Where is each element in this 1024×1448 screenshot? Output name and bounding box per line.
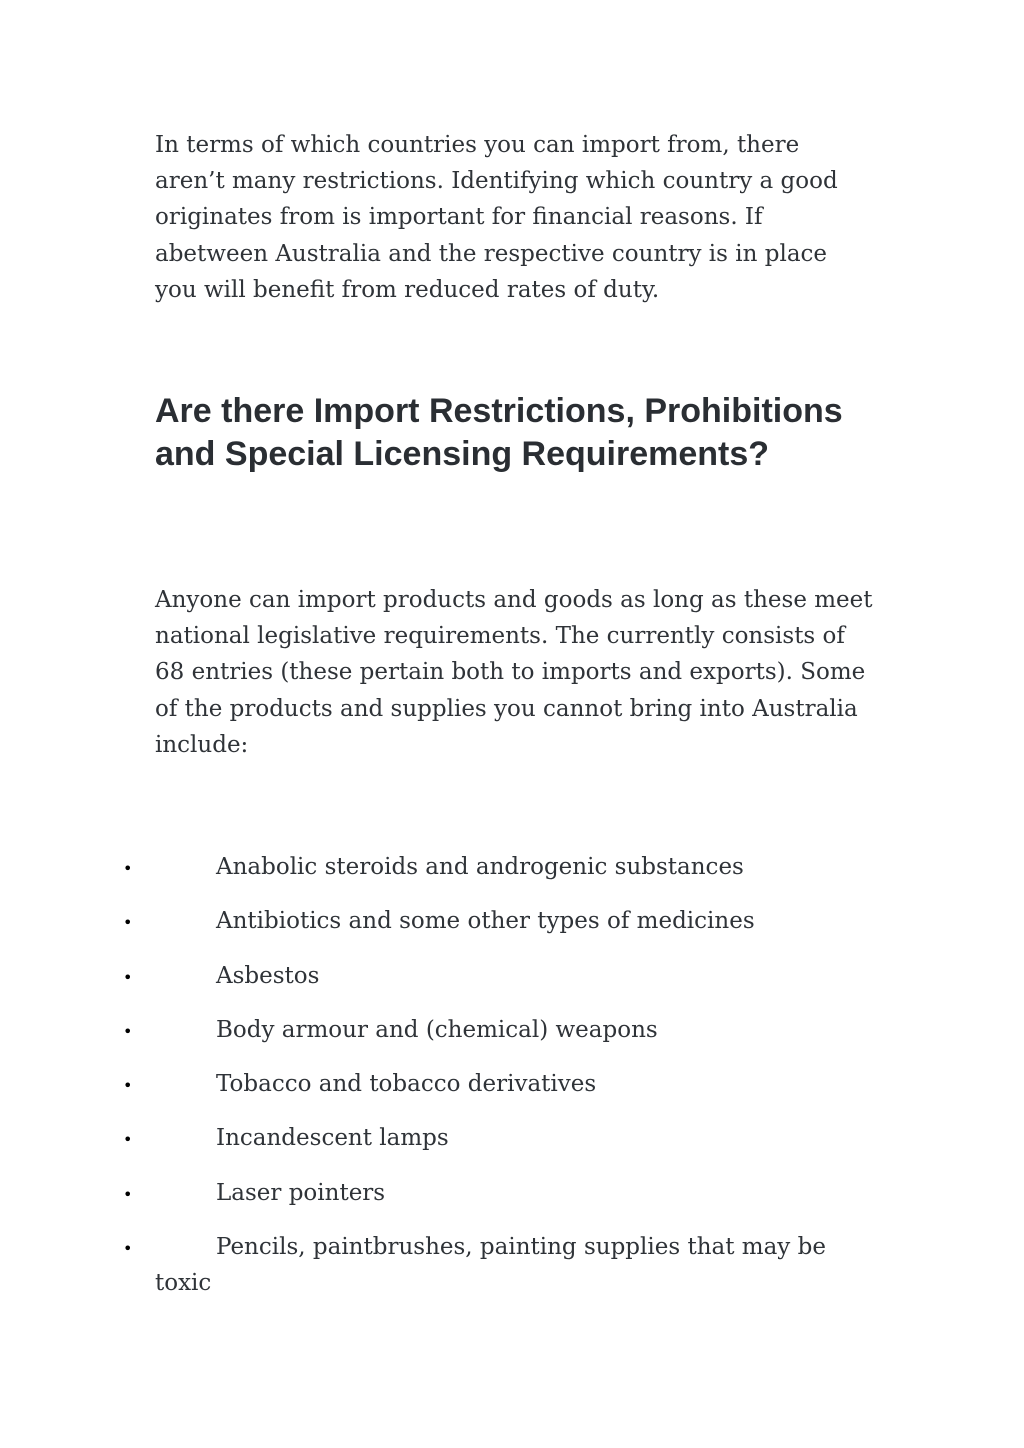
- bullet-icon: •: [123, 1076, 133, 1096]
- list-item: [0, 1175, 1024, 1229]
- list-item: [0, 1012, 1024, 1066]
- intro-paragraph: In terms of which countries you can import from, there aren’t many restrictions. Identifying which country a good originates from is important for financial reasons. If abetween Australia and the respective country is in place you will benefit from reduced rates of duty.: [155, 132, 838, 303]
- list-item: [0, 1120, 1024, 1174]
- bullet-icon: •: [123, 1021, 133, 1041]
- restricted-items-list: [0, 849, 1024, 1297]
- section-heading: Are there Import Restrictions, Prohibitions and Special Licensing Requirements?: [155, 392, 843, 473]
- bullet-icon: •: [123, 859, 133, 878]
- list-item-text: Anabolic steroids and androgenic substances: [216, 854, 744, 880]
- list-item: [0, 958, 1024, 1012]
- list-item-text: Laser pointers: [216, 1179, 386, 1206]
- bullet-icon: •: [123, 1184, 133, 1204]
- bullet-icon: •: [123, 913, 133, 933]
- list-item-text-continuation: toxic: [155, 1270, 212, 1297]
- list-item: [0, 849, 1024, 903]
- list-item: [0, 1229, 1024, 1297]
- list-item-text: Incandescent lamps: [216, 1125, 449, 1152]
- body-paragraph: Anyone can import products and goods as long as these meet national legislative requirements. The currently consists of 68 entries (these pertain both to imports and exports). Some of the products and supplies you cannot bring into Australia include:: [155, 587, 873, 758]
- list-item-text: Antibiotics and some other types of medicines: [216, 908, 755, 935]
- list-item-text: Asbestos: [216, 962, 320, 989]
- bullet-icon: •: [123, 1239, 133, 1259]
- list-item: [0, 1066, 1024, 1120]
- bullet-icon: •: [123, 967, 133, 987]
- list-item: [0, 903, 1024, 957]
- list-item-text: Body armour and (chemical) weapons: [216, 1016, 658, 1043]
- bullet-icon: •: [123, 1130, 133, 1150]
- list-item-text: Pencils, paintbrushes, painting supplies that may be: [216, 1234, 826, 1261]
- list-item-text: Tobacco and tobacco derivatives: [216, 1071, 597, 1098]
